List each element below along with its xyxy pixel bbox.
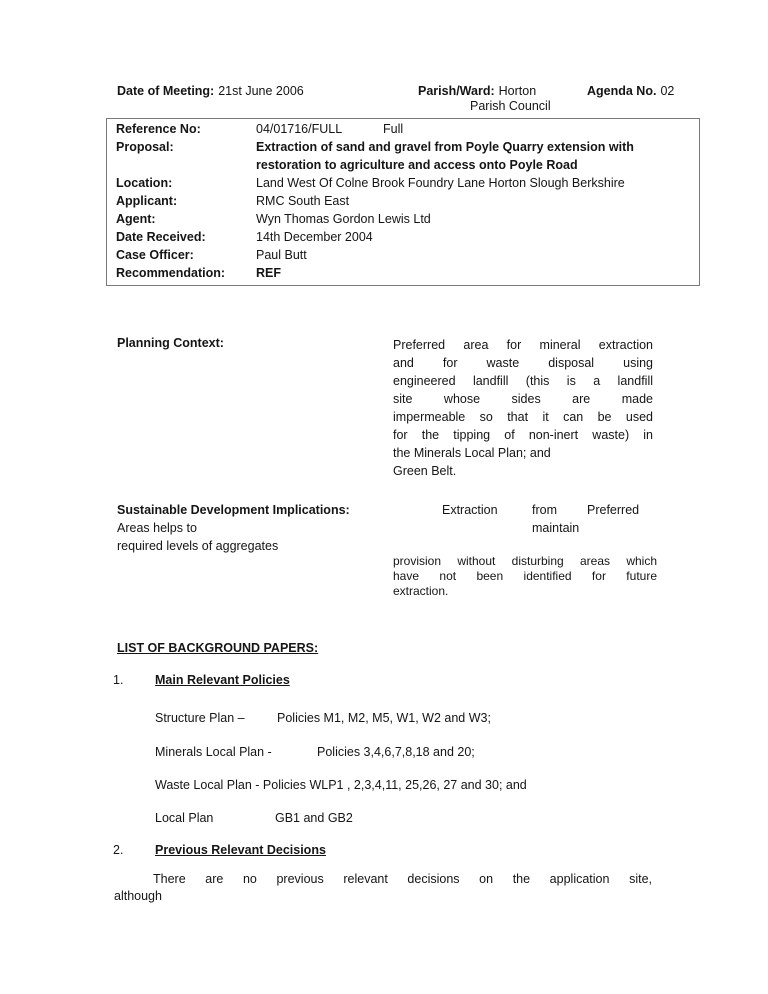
table-row-location xyxy=(107,174,699,192)
provision-line: have not been identified for future xyxy=(393,569,657,583)
location-value: Land West Of Colne Brook Foundry Lane Horton Slough Berkshire xyxy=(256,176,625,190)
policy-minerals-local-plan xyxy=(155,744,475,761)
policy-name: Structure Plan – xyxy=(155,711,245,725)
application-details-table xyxy=(106,118,700,286)
sustainability-line2 xyxy=(117,520,652,537)
date-received-label: Date Received: xyxy=(116,230,206,244)
planning-context-line: for the tipping of non-inert waste) in xyxy=(393,428,653,442)
planning-context-line: engineered landfill (this is a landfill xyxy=(393,374,653,388)
agenda-value: 02 xyxy=(660,84,675,98)
reference-value-cell xyxy=(256,120,676,138)
recommendation-value: REF xyxy=(256,266,281,280)
sustainability-line1 xyxy=(117,502,652,519)
table-row-date-received xyxy=(107,228,699,246)
agent-value: Wyn Thomas Gordon Lewis Ltd xyxy=(256,212,431,226)
policy-name: Minerals Local Plan - xyxy=(155,745,272,759)
sustainability-line2-left: Areas helps to xyxy=(117,521,197,535)
meeting-date-value: 21st June 2006 xyxy=(218,84,304,98)
previous-decisions-paragraph-line1: There are no previous relevant decisions on the application site, xyxy=(153,872,652,886)
policy-value: Policies 3,4,6,7,8,18 and 20; xyxy=(317,745,475,759)
case-officer-value: Paul Butt xyxy=(256,248,307,262)
provision-line: extraction. xyxy=(393,584,449,598)
application-type: Full xyxy=(383,122,404,136)
policy-name: Waste Local Plan - Policies WLP1 , 2,3,4,11, 25,26, 27 and 30; and xyxy=(155,778,527,792)
sustainability-word: Extraction xyxy=(442,503,498,517)
table-row-reference xyxy=(107,120,699,138)
planning-context-line: Preferred area for mineral extraction xyxy=(393,338,653,352)
parish-ward-value: Horton xyxy=(498,84,537,98)
policy-structure-plan xyxy=(155,710,491,727)
planning-context-line: Green Belt. xyxy=(393,464,457,478)
reference-label: Reference No: xyxy=(116,122,201,136)
proposal-value: Extraction of sand and gravel from Poyle Quarry extension with restoration to agriculture and access onto Poyle Road xyxy=(256,140,634,172)
table-row-applicant xyxy=(107,192,699,210)
list-item-2-number: 2. xyxy=(113,843,124,857)
agent-label: Agent: xyxy=(116,212,156,226)
agenda-line xyxy=(587,84,674,98)
provision-text xyxy=(393,554,657,599)
list-item-1-number: 1. xyxy=(113,673,124,687)
provision-line: provision without disturbing areas which xyxy=(393,554,657,568)
policy-waste-local-plan xyxy=(155,777,527,794)
planning-context-line: site whose sides are made xyxy=(393,392,653,406)
parish-ward-line xyxy=(418,84,536,98)
policy-local-plan xyxy=(155,810,353,827)
table-row-recommendation xyxy=(107,264,699,282)
planning-context-label: Planning Context: xyxy=(117,336,224,350)
meeting-date-label: Date of Meeting: xyxy=(117,84,215,98)
date-received-value: 14th December 2004 xyxy=(256,230,373,244)
recommendation-label: Recommendation: xyxy=(116,266,226,280)
previous-decisions-paragraph-line2: although xyxy=(114,889,162,903)
parish-ward-value-line2: Parish Council xyxy=(470,99,551,113)
table-row-case-officer xyxy=(107,246,699,264)
policy-value: GB1 and GB2 xyxy=(275,811,353,825)
table-row-agent xyxy=(107,210,699,228)
reference-number: 04/01716/FULL xyxy=(256,122,343,136)
policy-value: Policies M1, M2, M5, W1, W2 and W3; xyxy=(277,711,491,725)
planning-context-text xyxy=(393,336,653,480)
applicant-value: RMC South East xyxy=(256,194,350,208)
table-row-proposal xyxy=(107,138,699,174)
location-label: Location: xyxy=(116,176,173,190)
sustainability-word: Preferred xyxy=(587,503,640,517)
sustainability-line3: required levels of aggregates xyxy=(117,539,279,553)
sustainability-label: Sustainable Development Implications: xyxy=(117,503,350,517)
background-papers-title: LIST OF BACKGROUND PAPERS: xyxy=(117,641,319,655)
case-officer-label: Case Officer: xyxy=(116,248,194,262)
planning-context-line: and for waste disposal using xyxy=(393,356,653,370)
list-item-2-heading: Previous Relevant Decisions xyxy=(155,843,326,857)
planning-context-line: impermeable so that it can be used xyxy=(393,410,653,424)
applicant-label: Applicant: xyxy=(116,194,178,208)
policy-name: Local Plan xyxy=(155,811,214,825)
sustainability-word: from xyxy=(532,503,557,517)
list-item-1-heading: Main Relevant Policies xyxy=(155,673,290,687)
sustainability-line2-right: maintain xyxy=(532,521,580,535)
planning-context-line: the Minerals Local Plan; and xyxy=(393,446,551,460)
agenda-label: Agenda No. xyxy=(587,84,657,98)
proposal-label: Proposal: xyxy=(116,140,174,154)
parish-ward-label: Parish/Ward: xyxy=(418,84,495,98)
meeting-date-line xyxy=(117,84,304,98)
